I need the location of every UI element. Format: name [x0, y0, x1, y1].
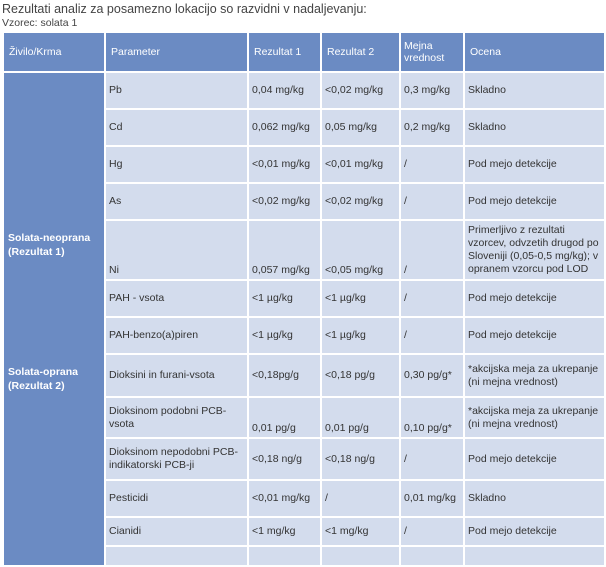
cell-result-2: <0,18 ng/g	[321, 438, 400, 480]
food-group-cell	[3, 72, 105, 566]
cell-assessment: Skladno	[464, 109, 605, 146]
cell-result-2: <0,02 mg/kg	[321, 183, 400, 220]
cell-assessment: Primerljivo z rezultati vzorcev, odvzetih drugod po Sloveniji (0,05-0,5 mg/kg); v opranem vzorcu pod LOD	[464, 220, 605, 280]
cell-parameter: Cd	[105, 109, 248, 146]
cell-result-1: <0,18pg/g	[248, 354, 321, 397]
cell-assessment: Pod mejo detekcije	[464, 280, 605, 317]
cell-result-2: <0,05 mg/kg	[321, 220, 400, 280]
cell-result-1: 0,062 mg/kg	[248, 109, 321, 146]
cell-parameter: Cianidi	[105, 517, 248, 546]
cell-result-1: <0,18 ng/g	[248, 438, 321, 480]
cell-result-2: <1 mg/kg	[321, 517, 400, 546]
cell-result-1: 0,057 mg/kg	[248, 220, 321, 280]
cell-parameter	[105, 546, 248, 566]
cell-result-1: 0,04 mg/kg	[248, 72, 321, 109]
cell-assessment: Pod mejo detekcije	[464, 146, 605, 183]
table-header-row	[3, 32, 605, 72]
cell-result-1: <0,01 mg/kg	[248, 480, 321, 517]
cell-assessment: Pod mejo detekcije	[464, 183, 605, 220]
cell-parameter: Pesticidi	[105, 480, 248, 517]
cell-result-1: <1 mg/kg	[248, 517, 321, 546]
cell-parameter: Dioksinom podobni PCB-vsota	[105, 397, 248, 438]
cell-result-1: <1 µg/kg	[248, 280, 321, 317]
cell-parameter: Ni	[105, 220, 248, 280]
group-label-unwashed: Solata-neoprana (Rezultat 1)	[8, 232, 91, 258]
cell-limit: 0,2 mg/kg	[400, 109, 464, 146]
cell-assessment: Skladno	[464, 480, 605, 517]
cell-result-2: <0,02 mg/kg	[321, 72, 400, 109]
cell-limit: /	[400, 146, 464, 183]
cell-assessment: Pod mejo detekcije	[464, 317, 605, 354]
cell-result-2: <1 µg/kg	[321, 317, 400, 354]
cell-assessment: Pod mejo detekcije	[464, 517, 605, 546]
cell-result-2: 0,05 mg/kg	[321, 109, 400, 146]
cell-parameter: PAH - vsota	[105, 280, 248, 317]
cell-parameter: Hg	[105, 146, 248, 183]
header-result-1: Rezultat 1	[248, 32, 321, 72]
sample-label: Vzorec: solata 1	[2, 17, 78, 29]
cell-limit: /	[400, 438, 464, 480]
cell-result-2: 0,01 pg/g	[321, 397, 400, 438]
header-parameter: Parameter	[105, 32, 248, 72]
cell-result-2: <0,01 mg/kg	[321, 146, 400, 183]
cell-parameter: As	[105, 183, 248, 220]
cell-result-2: <1 µg/kg	[321, 280, 400, 317]
cell-assessment: *akcijska meja za ukrepanje (ni mejna vrednost)	[464, 397, 605, 438]
cell-limit: /	[400, 517, 464, 546]
cell-result-2	[321, 546, 400, 566]
cell-result-1	[248, 546, 321, 566]
cell-limit: /	[400, 220, 464, 280]
cell-parameter: Dioksini in furani-vsota	[105, 354, 248, 397]
cell-result-1: 0,01 pg/g	[248, 397, 321, 438]
results-table	[2, 31, 606, 567]
cell-parameter: Pb	[105, 72, 248, 109]
cell-limit: /	[400, 317, 464, 354]
header-assessment: Ocena	[464, 32, 605, 72]
header-result-2: Rezultat 2	[321, 32, 400, 72]
cell-result-2: /	[321, 480, 400, 517]
group-label-washed: Solata-oprana (Rezultat 2)	[8, 366, 79, 392]
cell-assessment: Pod mejo detekcije	[464, 438, 605, 480]
cell-limit: /	[400, 280, 464, 317]
header-food: Živilo/Krma	[3, 32, 105, 72]
cell-result-1: <1 µg/kg	[248, 317, 321, 354]
cell-limit: /	[400, 183, 464, 220]
cell-parameter: PAH-benzo(a)piren	[105, 317, 248, 354]
cell-assessment: *akcijska meja za ukrepanje (ni mejna vrednost)	[464, 354, 605, 397]
cell-limit: 0,3 mg/kg	[400, 72, 464, 109]
cell-result-1: <0,01 mg/kg	[248, 146, 321, 183]
page-title: Rezultati analiz za posamezno lokacijo so razvidni v nadaljevanju:	[2, 2, 367, 16]
cell-limit: 0,30 pg/g*	[400, 354, 464, 397]
cell-limit	[400, 546, 464, 566]
table-row	[3, 72, 605, 109]
cell-result-2: <0,18 pg/g	[321, 354, 400, 397]
header-limit-value: Mejna vrednost	[400, 32, 464, 72]
cell-limit: 0,10 pg/g*	[400, 397, 464, 438]
cell-result-1: <0,02 mg/kg	[248, 183, 321, 220]
cell-assessment: Skladno	[464, 72, 605, 109]
cell-assessment	[464, 546, 605, 566]
cell-limit: 0,01 mg/kg	[400, 480, 464, 517]
cell-parameter: Dioksinom nepodobni PCB-indikatorski PCB-ji	[105, 438, 248, 480]
